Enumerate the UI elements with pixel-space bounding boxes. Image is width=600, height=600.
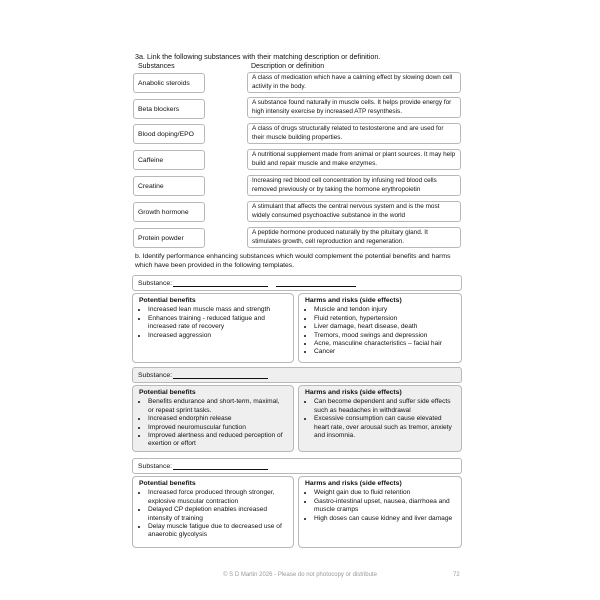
benefits-title: Potential benefits	[139, 297, 196, 304]
substance-box[interactable]: Caffeine	[133, 150, 205, 170]
answer-blank[interactable]	[173, 279, 268, 287]
page-number: 72	[453, 572, 460, 578]
harms-title: Harms and risks (side effects)	[305, 480, 402, 487]
substance-answer-row[interactable]	[132, 367, 462, 383]
benefits-box	[132, 293, 294, 363]
harms-box	[298, 385, 462, 452]
question-b: b. Identify performance enhancing substances which would complement the potential benefits and harms which have been provided in the following templates.	[135, 253, 451, 269]
harms-title: Harms and risks (side effects)	[305, 389, 402, 396]
benefits-title: Potential benefits	[139, 480, 196, 487]
substance-box[interactable]: Beta blockers	[133, 99, 205, 119]
harm-item: • Muscle and tendon injury	[314, 306, 455, 314]
footer-copyright: © S D Martin 2026 - Please do not photocopy or distribute	[223, 572, 377, 578]
substance-box[interactable]: Blood doping/EPO	[133, 124, 205, 144]
harm-item: • Gastro-intestinal upset, nausea, diarrhoea and muscle cramps	[314, 498, 455, 515]
substance-box[interactable]: Growth hormone	[133, 202, 205, 222]
substance-box[interactable]: Protein powder	[133, 228, 205, 248]
description-box[interactable]: A nutritional supplement made from animal or plant sources. It may help build and repair muscle and make enzymes.	[247, 149, 461, 170]
substance-box[interactable]: Anabolic steroids	[133, 73, 205, 93]
substance-label: Substance:	[138, 462, 173, 470]
harms-title: Harms and risks (side effects)	[305, 297, 402, 304]
harm-item: • Acne, masculine characteristics – facial hair	[314, 340, 455, 348]
harm-item: • High doses can cause kidney and liver damage	[314, 515, 455, 523]
substance-label: Substance:	[138, 279, 173, 287]
substance-box[interactable]: Creatine	[133, 176, 205, 196]
question-3a: 3a. Link the following substances with their matching description or definition.	[135, 52, 381, 61]
description-box[interactable]: A substance found naturally in muscle cells. It helps provide energy for high intensity exercise by increased ATP resynthesis.	[247, 97, 461, 118]
substance-answer-row[interactable]	[132, 275, 462, 291]
answer-blank[interactable]	[276, 279, 356, 287]
benefits-title: Potential benefits	[139, 389, 196, 396]
benefit-item: • Enhances training - reduced fatigue and increased rate of recovery	[148, 315, 287, 332]
harm-item: • Can become dependent and suffer side effects such as headaches in withdrawal	[314, 398, 455, 415]
benefit-item: • Improved neuromuscular function	[148, 424, 287, 432]
description-box[interactable]: A class of medication which have a calming effect by slowing down cell activity in the body.	[247, 72, 461, 93]
benefit-item: • Increased force produced through stronger, explosive muscular contraction	[148, 489, 287, 506]
substance-label: Substance:	[138, 371, 173, 379]
description-header: Description or definition	[251, 63, 325, 70]
harms-box	[298, 476, 462, 548]
description-box[interactable]: Increasing red blood cell concentration by infusing red blood cells removed previously or by taking the hormone erythropoietin	[247, 175, 461, 196]
description-box[interactable]: A class of drugs structurally related to testosterone and are used for their muscle building properties.	[247, 123, 461, 144]
benefit-item: • Improved alertness and reduced perception of exertion or effort	[148, 432, 287, 449]
harms-box	[298, 293, 462, 363]
description-box[interactable]: A peptide hormone produced naturally by the pituitary gland. It stimulates growth, cell reproduction and regeneration.	[247, 227, 461, 248]
answer-blank[interactable]	[173, 371, 268, 379]
harm-item: • Weight gain due to fluid retention	[314, 489, 455, 497]
harm-item: • Tremors, mood swings and depression	[314, 332, 455, 340]
harm-item: • Cancer	[314, 348, 455, 356]
harm-item: • Fluid retention, hypertension	[314, 315, 455, 323]
benefits-box	[132, 476, 294, 548]
benefit-item: • Delay muscle fatigue due to decreased use of anaerobic glycolysis	[148, 523, 287, 540]
description-box[interactable]: A stimulant that affects the central nervous system and is the most widely consumed psychoactive substance in the world	[247, 201, 461, 222]
benefit-item: • Increased lean muscle mass and strength	[148, 306, 287, 314]
substance-answer-row[interactable]	[132, 458, 462, 474]
harm-item: • Liver damage, heart disease, death	[314, 323, 455, 331]
benefits-box	[132, 385, 294, 452]
benefit-item: • Increased endorphin release	[148, 415, 287, 423]
answer-blank[interactable]	[173, 462, 268, 470]
benefit-item: • Benefits endurance and short-term, maximal, or repeat sprint tasks.	[148, 398, 287, 415]
benefit-item: • Delayed CP depletion enables increased intensity of training	[148, 506, 287, 523]
harm-item: • Excessive consumption can cause elevated heart rate, over arousal such as tremor, anxiety and insomnia.	[314, 415, 455, 440]
benefit-item: • Increased aggression	[148, 332, 287, 340]
substances-header: Substances	[138, 63, 175, 70]
